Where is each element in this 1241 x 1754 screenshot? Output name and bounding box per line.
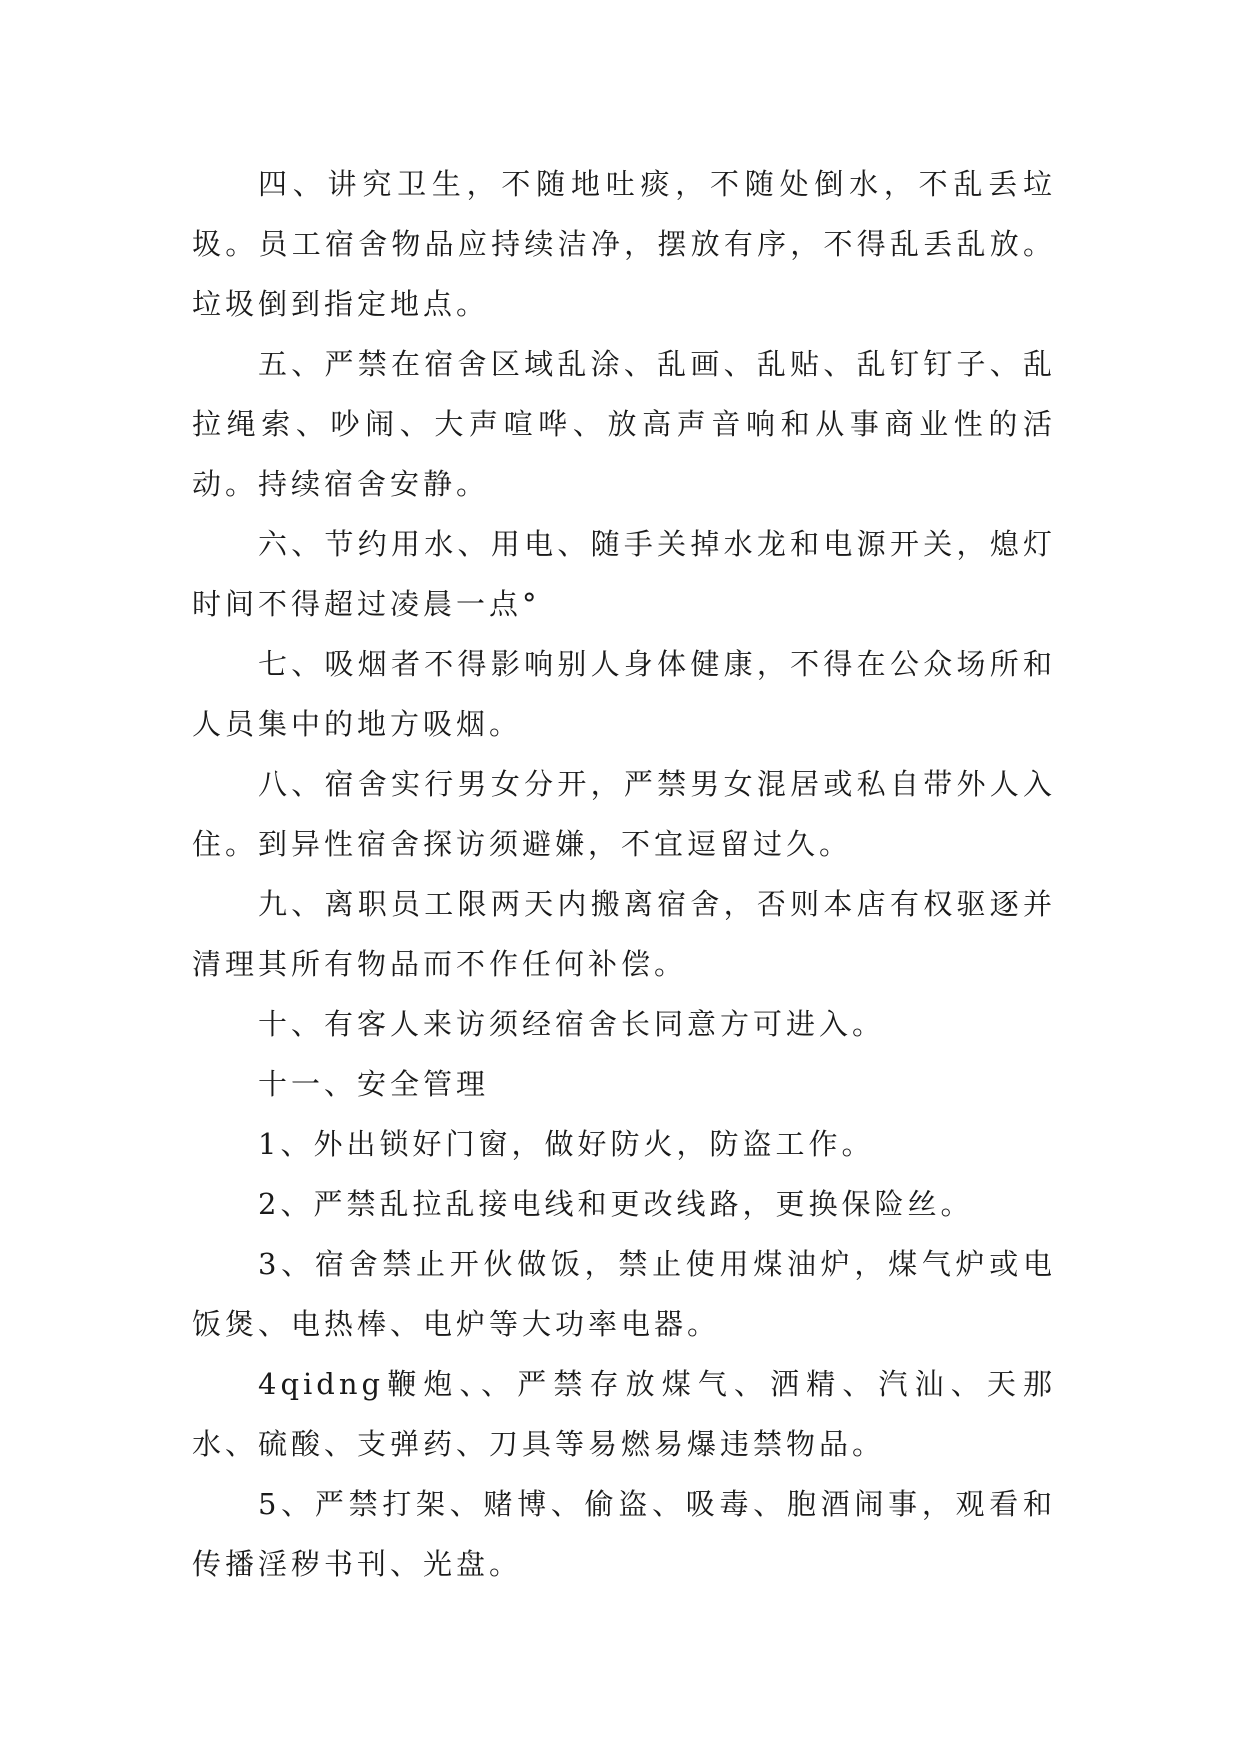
section-heading-safety: 十一、安全管理 — [258, 1067, 490, 1101]
rule-paragraph-9: 九、离职员工限两天内搬离宿舍，否则本店有权驱逐并清理其所有物品而不作任何补偿。 — [192, 887, 1056, 981]
rule-paragraph-5: 五、严禁在宿舍区域乱涂、乱画、乱贴、乱钉钉子、乱拉绳索、吵闹、大声喧哗、放高声音响和从事商业性的活动。持续宿舍安静。 — [192, 347, 1056, 501]
rule-paragraph-10: 十、有客人来访须经宿舍长同意方可进入。 — [258, 1007, 886, 1041]
rule-paragraph-6: 六、节约用水、用电、随手关掉水龙和电源开关，熄灯时间不得超过凌晨一点° — [192, 527, 1056, 621]
safety-item-4: 4qidng鞭炮、、严禁存放煤气、洒精、汽汕、天那水、硫酸、支弹药、刀具等易燃易爆违禁物品。 — [192, 1367, 1056, 1461]
safety-item-1: 1、外出锁好门窗，做好防火，防盗工作。 — [258, 1127, 875, 1161]
rule-paragraph-8: 八、宿舍实行男女分开，严禁男女混居或私自带外人入住。到异性宿舍探访须避嫌，不宜逗留过久。 — [192, 767, 1056, 861]
safety-item-5: 5、严禁打架、赌博、偷盗、吸毒、胞酒闹事，观看和传播淫秽书刊、光盘。 — [192, 1487, 1056, 1581]
rule-paragraph-7: 七、吸烟者不得影响别人身体健康，不得在公众场所和人员集中的地方吸烟。 — [192, 647, 1056, 741]
safety-item-2: 2、严禁乱拉乱接电线和更改线路，更换保险丝。 — [258, 1187, 974, 1221]
safety-item-3: 3、宿舍禁止开伙做饭，禁止使用煤油炉，煤气炉或电饭煲、电热棒、电炉等大功率电器。 — [192, 1247, 1056, 1341]
document-body — [192, 154, 1056, 1594]
rule-paragraph-4: 四、讲究卫生，不随地吐痰，不随处倒水，不乱丢垃圾。员工宿舍物品应持续洁净，摆放有序，不得乱丢乱放。垃圾倒到指定地点。 — [192, 167, 1056, 321]
